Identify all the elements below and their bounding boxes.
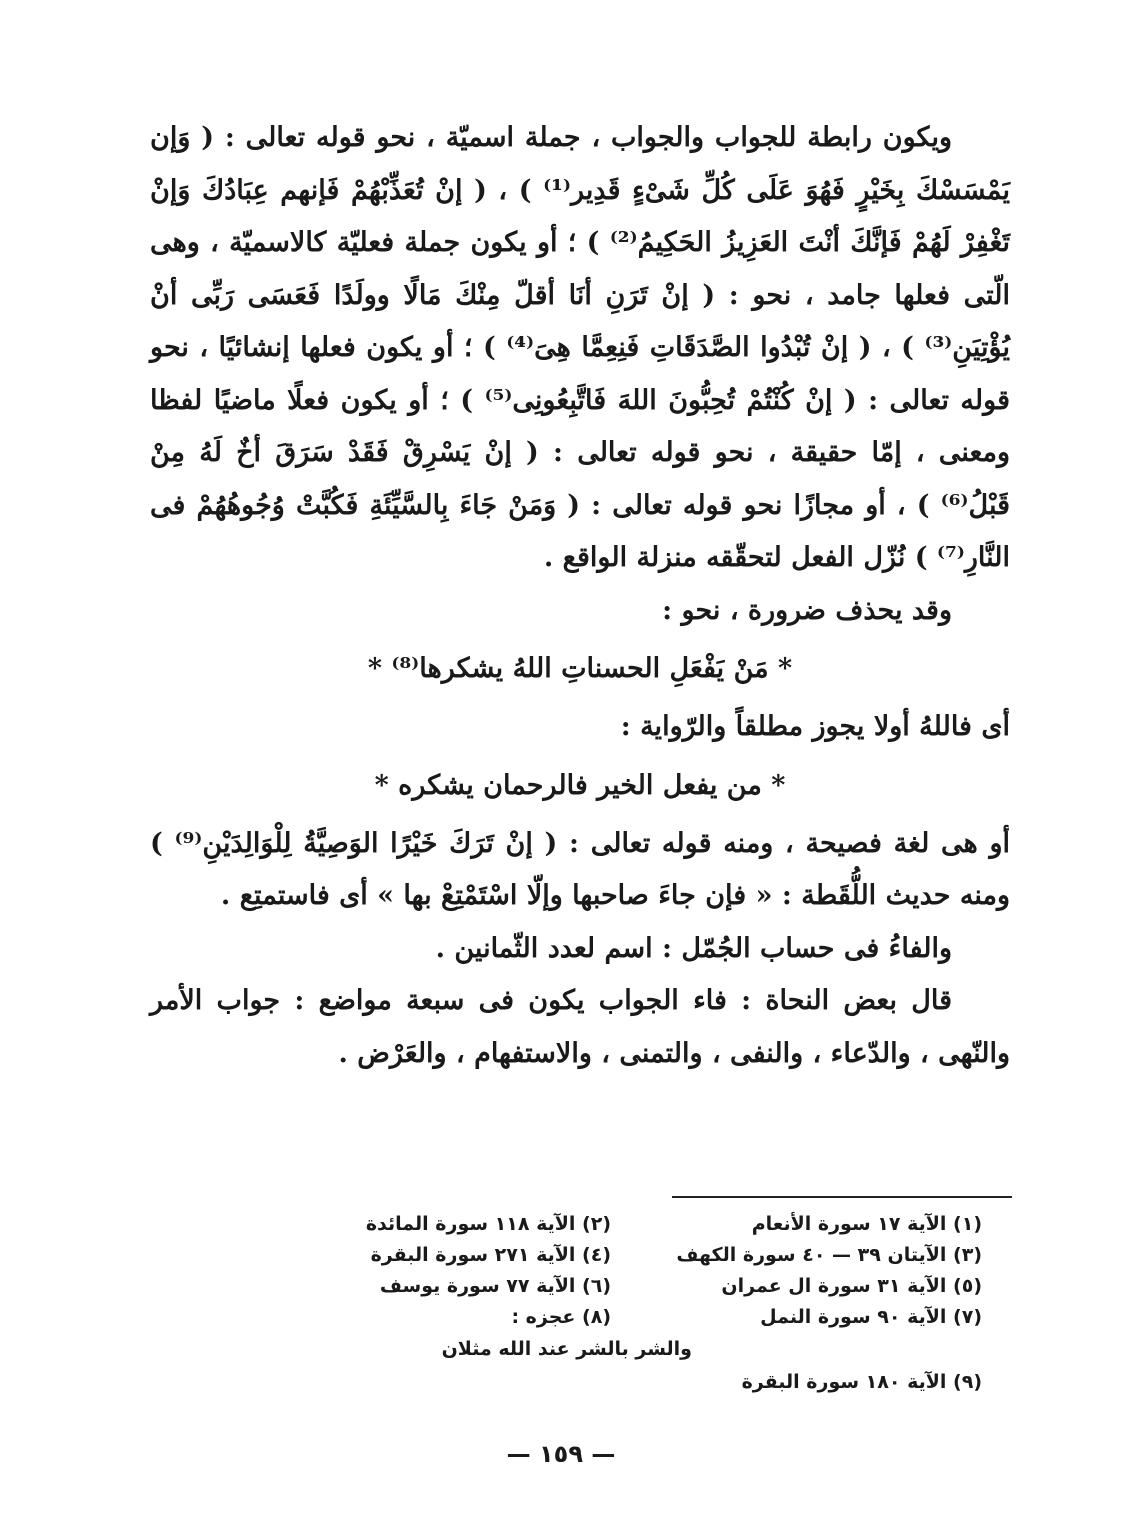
paragraph-omission: وقد يحذف ضرورة ، نحو :	[662, 594, 952, 626]
poetry-verse-2: * من يفعل الخير فالرحمان يشكره *	[374, 769, 786, 801]
paragraph-grammarians: قال بعض النحاة : فاء الجواب يكون فى سبعة مواضع : جواب الأمر والنّهى ، والدّعاء ، والنفى ، والتمنى ، والاستفهام ، والعَرْض .	[150, 985, 1010, 1069]
footnote-row	[250, 1301, 1010, 1332]
footnote-2: (٢) الآية ١١٨ سورة المائدة	[365, 1212, 611, 1235]
footnote-1: (١) الآية ١٧ سورة الأنعام	[751, 1212, 982, 1235]
footnote-row	[250, 1239, 1010, 1270]
footnote-8: (٨) عجزه :	[511, 1305, 611, 1328]
paragraph-apodosis-link: ويكون رابطة للجواب والجواب ، جملة اسميّة ، نحو قوله تعالى : ( وَإن يَمْسَسْكَ بِخَيْرٍ فَهُوَ عَلَى كُلِّ شَىْءٍ قَدِير⁽¹⁾ ) ، ( إنْ تُعَذِّبْهُمْ فَإنهم عِبَادُكَ وَإنْ تَغْفِرْ لَهُمْ فَإنَّكَ أنْتَ العَزِيزُ الحَكِيمُ⁽²⁾ ) ؛ أو يكون جملة فعليّة كالاسميّة ، وهى الّتى فعلها جامد ، نحو : ( إنْ تَرَنِ أنَا أقلّ مِنْكَ مَالًا وولَدًا فَعَسَى رَبِّى أنْ يُؤْتِيَنِ⁽³⁾ ) ، ( إنْ تُبْدُوا الصَّدَقَاتِ فَنِعِمَّا هِىَ⁽⁴⁾ ) ؛ أو يكون فعلها إنشائيًا ، نحو قوله تعالى : ( إنْ كُنْتُمْ تُحِبُّونَ اللهَ فَاتَّبِعُونِى⁽⁵⁾ ) ؛ أو يكون فعلًا ماضيًا لفظا ومعنى ، إمّا حقيقة ، نحو قوله تعالى : ( إنْ يَسْرِقْ فَقَدْ سَرَقَ أخٌ لَهُ مِنْ قَبْلُ⁽⁶⁾ ) ، أو مجازًا نحو قوله تعالى : ( وَمَنْ جَاءَ بِالسَّيِّئَةِ فَكُبَّتْ وُجُوهُهُمْ فى النَّارِ⁽⁷⁾ ) نُزّل الفعل لتحقّقه منزلة الواقع .	[150, 122, 1010, 573]
footnote-7: (٧) الآية ٩٠ سورة النمل	[760, 1305, 982, 1328]
main-text	[150, 112, 1010, 1080]
paragraph-explanation: أى فاللهُ أولا يجوز مطلقاً والرّواية :	[620, 711, 1010, 742]
footnote-divider	[672, 1196, 1012, 1198]
footnote-3: (٣) الآيتان ٣٩ — ٤٠ سورة الكهف	[676, 1243, 982, 1266]
footnotes	[250, 1208, 1010, 1397]
poetry-verse-1: * مَنْ يَفْعَلِ الحسناتِ اللهُ يشكرها⁽⁸⁾ *	[367, 653, 793, 684]
footnote-5: (٥) الآية ٣١ سورة ال عمران	[721, 1274, 982, 1297]
paragraph-dialect: أو هى لغة فصيحة ، ومنه قوله تعالى : ( إنْ تَرَكَ خَيْرًا الوَصِيَّةُ لِلْوَالِدَيْنِ⁽⁹⁾ ) ومنه حديث اللُّقَطة : « فإن جاءَ صاحبها وإلّا اسْتَمْتِعْ بها » أى فاستمتِع .	[150, 827, 1011, 911]
footnote-row	[250, 1270, 1010, 1301]
page-number: — ١٥٩ —	[506, 1440, 616, 1468]
footnote-9: (٩) الآية ١٨٠ سورة البقرة	[741, 1370, 982, 1393]
footnote-8-verse: والشر بالشر عند الله مثلان	[441, 1338, 692, 1360]
footnote-4: (٤) الآية ٢٧١ سورة البقرة	[370, 1243, 611, 1266]
footnote-6: (٦) الآية ٧٧ سورة يوسف	[379, 1274, 611, 1297]
footnote-row	[250, 1208, 1010, 1239]
paragraph-abjad: والفاءُ فى حساب الجُمّل : اسم لعدد الثّمانين .	[435, 932, 952, 964]
footnote-row	[250, 1366, 1010, 1397]
